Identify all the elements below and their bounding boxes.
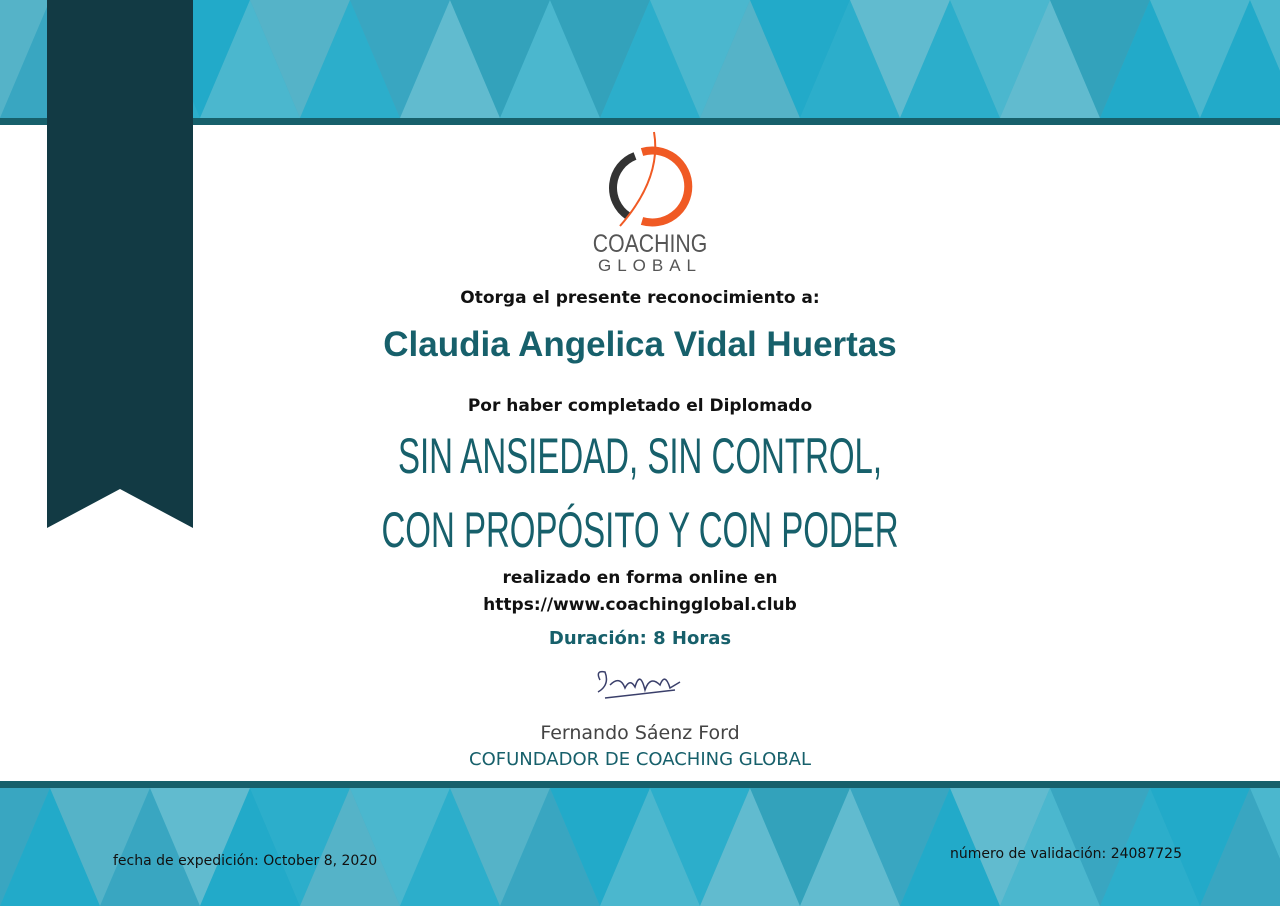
- issue-date: fecha de expedición: October 8, 2020: [113, 853, 378, 869]
- signer-name: Fernando Sáenz Ford: [540, 722, 740, 744]
- signer-role: COFUNDADOR DE COACHING GLOBAL: [469, 749, 811, 770]
- duration: Duración: 8 Horas: [548, 628, 732, 649]
- signature-image: [140, 660, 1140, 709]
- recipient-name: Claudia Angelica Vidal Huertas: [383, 325, 897, 364]
- modality-text: realizado en forma online en: [502, 568, 778, 588]
- completed-text: Por haber completado el Diplomado: [467, 396, 813, 416]
- ribbon-bookmark: [47, 0, 193, 528]
- logo-wordmark-sub: GLOBAL: [597, 256, 703, 275]
- coaching-global-logo: [580, 128, 720, 278]
- course-title-line1: SIN ANSIEDAD, SIN CONTROL,: [397, 428, 883, 484]
- validation-number: número de validación: 24087725: [950, 846, 1182, 862]
- bottom-divider: [0, 781, 1280, 788]
- course-title-line2: CON PROPÓSITO Y CON PODER: [381, 502, 899, 558]
- logo-wordmark: COACHING: [592, 230, 708, 258]
- intro-text: Otorga el presente reconocimiento a:: [460, 288, 820, 308]
- website-link[interactable]: https://www.coachingglobal.club: [483, 595, 797, 615]
